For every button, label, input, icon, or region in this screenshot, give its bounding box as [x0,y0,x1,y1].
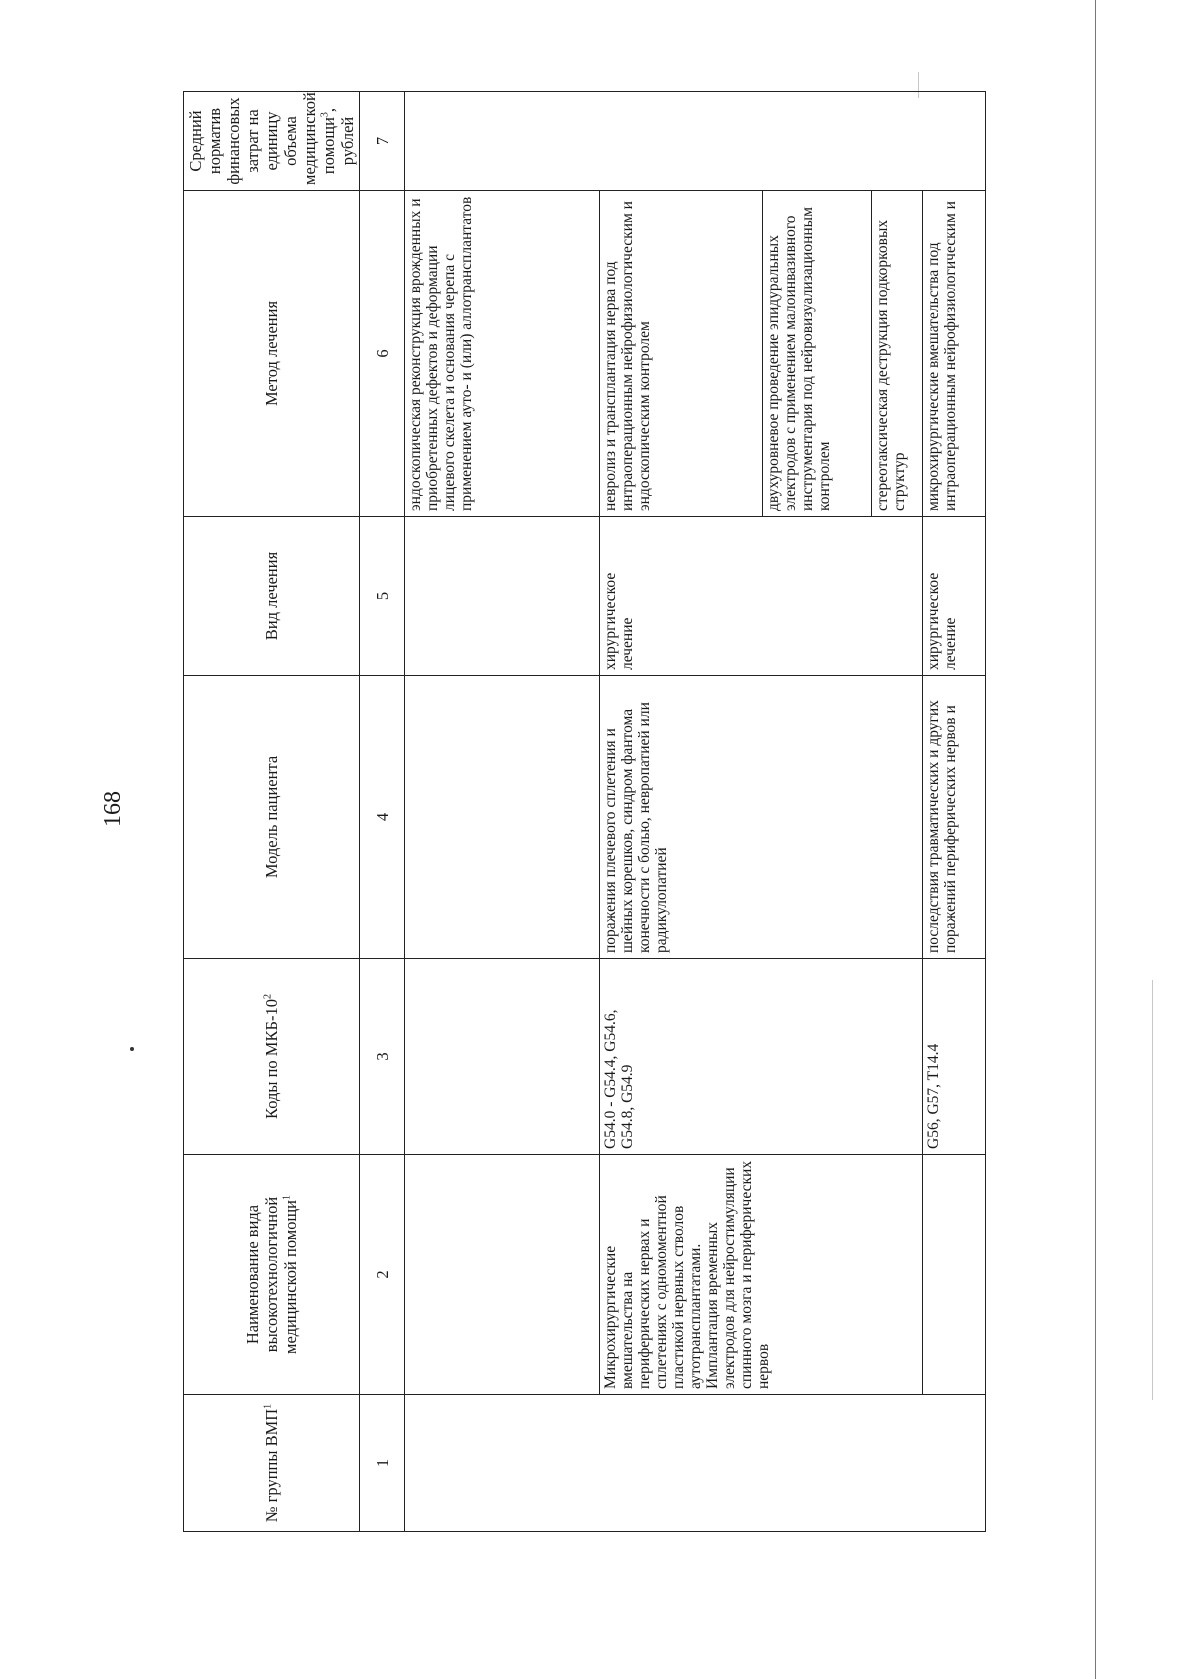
vmp-table [183,91,986,1532]
treatment-type-cell: хирургическое лечение [923,517,986,676]
patient-model-cell: последствия травматических и других поражений периферических нервов и [923,676,986,959]
header-vmp-name [184,1155,360,1395]
treatment-method-cell: двухуровневое проведение эпидуральных электродов с применением малоинвазивного инструментария под нейровизуализационным контролем [763,191,872,517]
treatment-method-cell: эндоскопическая реконструкция врожденных и приобретенных дефектов и деформации лицевого скелета и основания черепа с применением ауто- и (или) аллотрансплантатов [405,191,600,517]
header-footnote-mark: 1 [262,1403,274,1409]
column-number: 1 [360,1395,405,1532]
header-text: Наименование вида высокотехнологичной медицинской помощи [243,1196,300,1354]
scan-faint-line [1152,980,1153,1400]
header-text: Вид лечения [262,551,281,641]
header-footnote-mark: 3 [319,112,331,118]
header-text: Средний норматив финансовых затрат на единицу объема медицинской помощи [186,92,338,185]
treatment-method-cell: микрохирургические вмешательства под интраоперационным нейрофизиологическим и [923,191,986,517]
group-number-cell [405,1395,986,1532]
icd-codes-cell: G54.0 - G54.4, G54.6, G54.8, G54.9 [600,959,923,1155]
header-footnote-mark: 1 [281,1195,293,1201]
header-treatment-method [184,191,360,517]
column-number-row [360,92,405,1532]
header-treatment-type [184,517,360,676]
header-text: № группы ВМП [262,1408,281,1523]
table-row-plexus [600,92,763,1532]
treatment-method-cell: невролиз и трансплантация нерва под интраоперационным нейрофизиологическим и эндоскопическим контролем [600,191,763,517]
treatment-type-cell: хирургическое лечение [600,517,923,676]
table-row-trauma [923,92,986,1532]
header-text-suffix: , рублей [319,107,357,166]
header-icd-codes [184,959,360,1155]
column-number: 5 [360,517,405,676]
icd-codes-cell [405,959,600,1155]
header-text: Коды по МКБ-10 [262,999,281,1119]
icd-codes-cell: G56, G57, T14.4 [923,959,986,1155]
header-text: Метод лечения [262,300,281,407]
scan-speck [130,1047,134,1051]
header-patient-model [184,676,360,959]
table-header-row [184,92,360,1532]
vmp-name-cell: Микрохирургические вмешательства на периферических нервах и сплетениях с одномоментной пластикой нервных стволов аутотрансплантатами. Имплантация временных электродов для нейростимуляции спинного мозга и периферических нервов [600,1155,923,1395]
vmp-name-cell [405,1155,600,1395]
patient-model-cell: поражения плечевого сплетения и шейных корешков, синдром фантома конечности с болью, невропатией или радикулопатией [600,676,923,959]
vmp-name-cell [923,1155,986,1395]
table-row-endoscopic [405,92,600,1532]
patient-model-cell [405,676,600,959]
column-number: 2 [360,1155,405,1395]
column-number: 6 [360,191,405,517]
rotated-table-container [183,92,1049,1532]
cost-standard-cell [405,92,986,191]
page-number: 168 [100,791,126,827]
scan-edge-line [1095,0,1096,1679]
header-cost-standard [184,92,360,191]
column-number: 4 [360,676,405,959]
header-footnote-mark: 2 [262,994,274,1000]
header-group-number [184,1395,360,1532]
column-number: 3 [360,959,405,1155]
treatment-type-cell [405,517,600,676]
treatment-method-cell: стереотаксическая деструкция подкорковых структур [872,191,923,517]
header-text: Модель пациента [262,755,281,879]
column-number: 7 [360,92,405,191]
